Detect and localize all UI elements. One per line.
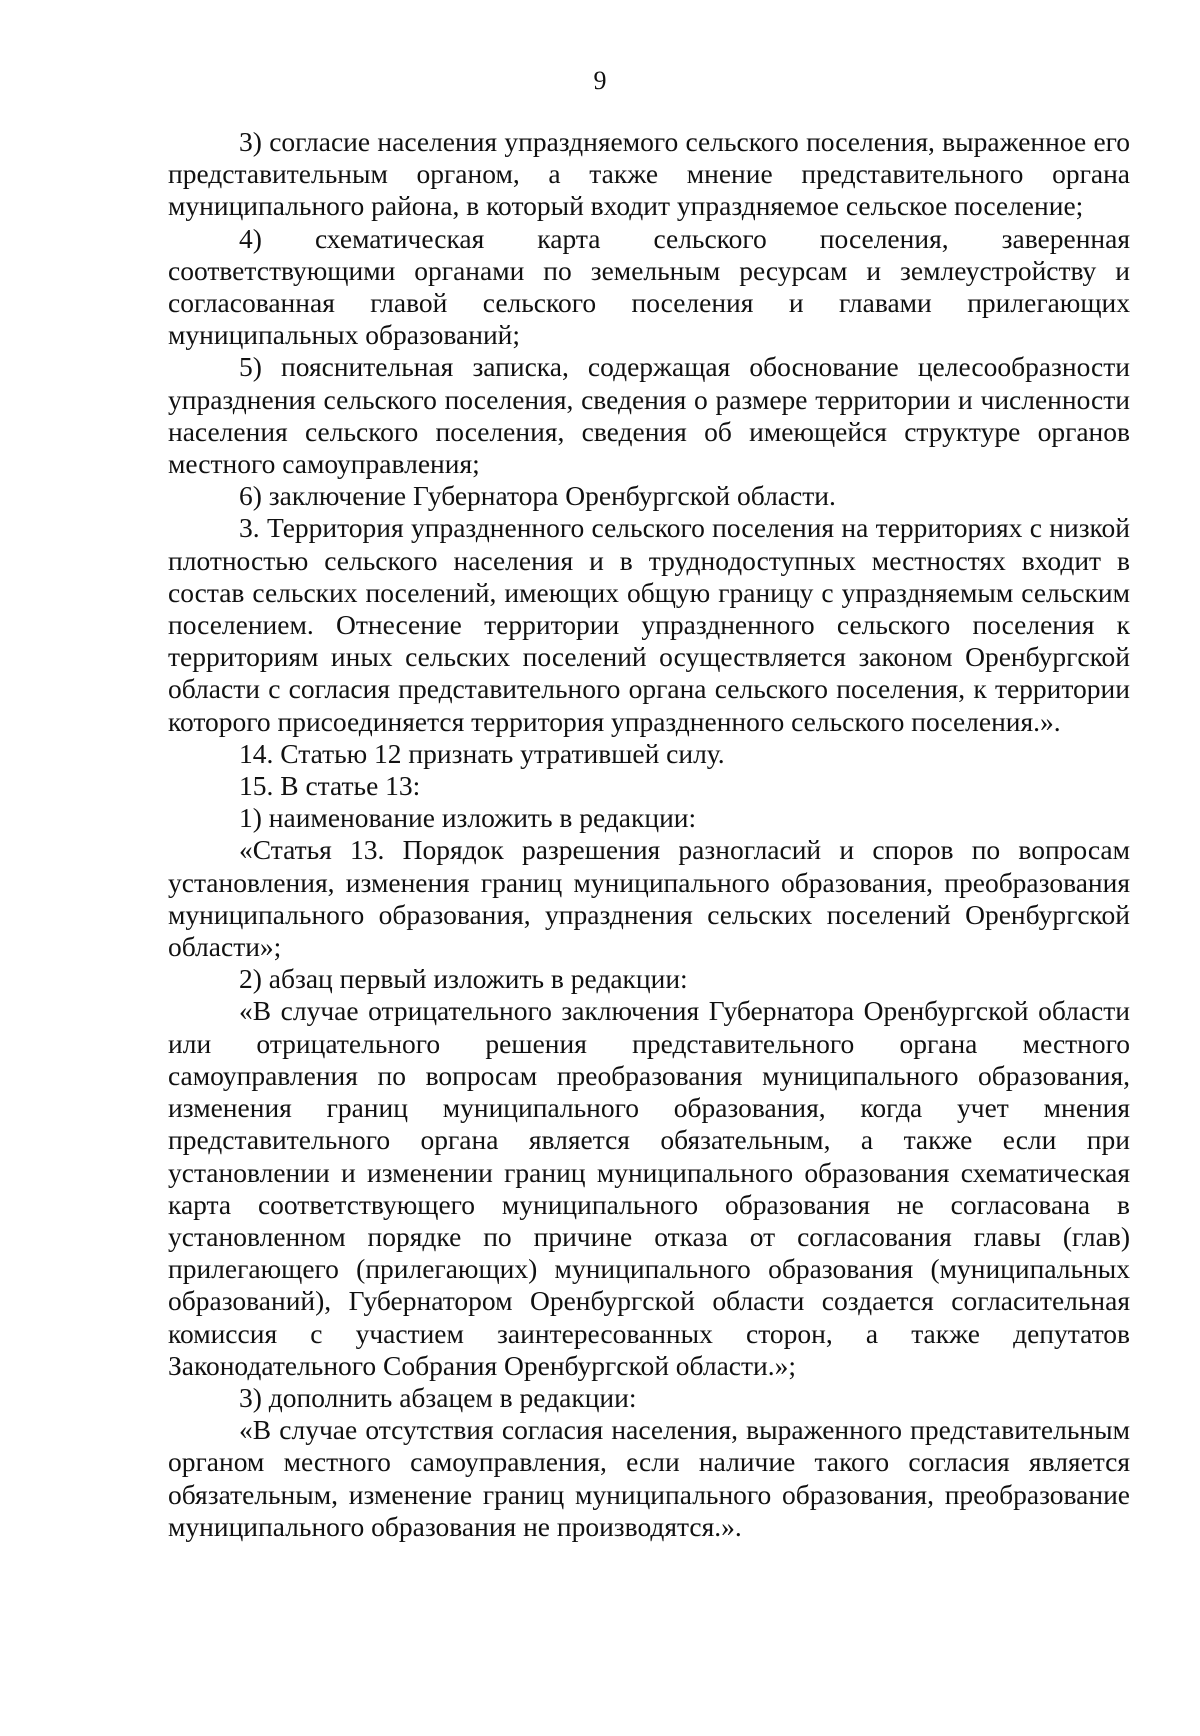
paragraph-item-4: 4) схематическая карта сельского поселения, заверенная соответствующими органами по земельным ресурсам и землеустройству и согласованная главой сельского поселения и главами прилегающих муниципальных образований;: [168, 222, 1130, 351]
page-number: 9: [593, 66, 607, 95]
paragraph-item-6: 6) заключение Губернатора Оренбургской области.: [239, 480, 836, 512]
paragraph-item-5: 5) пояснительная записка, содержащая обоснование целесообразности упразднения сельского поселения, сведения о размере территории и численности населения сельского поселения, сведения об имеющейся структуре органов местного самоуправления;: [168, 351, 1130, 480]
paragraph-item-3: 3) согласие населения упраздняемого сельского поселения, выраженное его представительным органом, а также мнение представительного органа муниципального района, в который входит упраздняемое сельское поселение;: [168, 126, 1130, 222]
paragraph-added-paragraph: «В случае отсутствия согласия населения, выраженного представительным органом местного самоуправления, если наличие такого согласия является обязательным, изменение границ муниципального образования, преобразование муниципального образования не производятся.».: [168, 1414, 1130, 1542]
paragraph-subitem-1: 1) наименование изложить в редакции:: [239, 802, 697, 834]
paragraph-subitem-2: 2) абзац первый изложить в редакции:: [239, 963, 688, 995]
document-body: [168, 126, 1130, 1543]
paragraph-subitem-3: 3) дополнить абзацем в редакции:: [239, 1381, 637, 1413]
paragraph-point-14: 14. Статью 12 признать утратившей силу.: [239, 737, 725, 769]
paragraph-point-15: 15. В статье 13:: [239, 770, 421, 802]
paragraph-article-13-title: «Статья 13. Порядок разрешения разногласий и споров по вопросам установления, изменения границ муниципального образования, преобразования муниципального образования, упразднения сельских поселений Оренбургской области»;: [168, 834, 1130, 963]
paragraph-part-3: 3. Территория упраздненного сельского поселения на территориях с низкой плотностью сельского населения и в труднодоступных местностях входит в состав сельских поселений, имеющих общую границу с упраздняемым сельским поселением. Отнесение территории упраздненного сельского поселения к территориям иных сельских поселений осуществляется законом Оренбургской области с согласия представительного органа сельского поселения, к территории которого присоединяется территория упраздненного сельского поселения.».: [168, 512, 1130, 737]
paragraph-article-13-first-paragraph: «В случае отрицательного заключения Губернатора Оренбургской области или отрицательного решения представительного органа местного самоуправления по вопросам преобразования муниципального образования, изменения границ муниципального образования, когда учет мнения представительного органа является обязательным, а также если при установлении и изменении границ муниципального образования схематическая карта соответствующего муниципального образования не согласована в установленном порядке по причине отказа от согласования главы (глав) прилегающего (прилегающих) муниципального образования (муниципальных образований), Губернатором Оренбургской области создается согласительная комиссия с участием заинтересованных сторон, а также депутатов Законодательного Собрания Оренбургской области.»;: [168, 995, 1130, 1381]
